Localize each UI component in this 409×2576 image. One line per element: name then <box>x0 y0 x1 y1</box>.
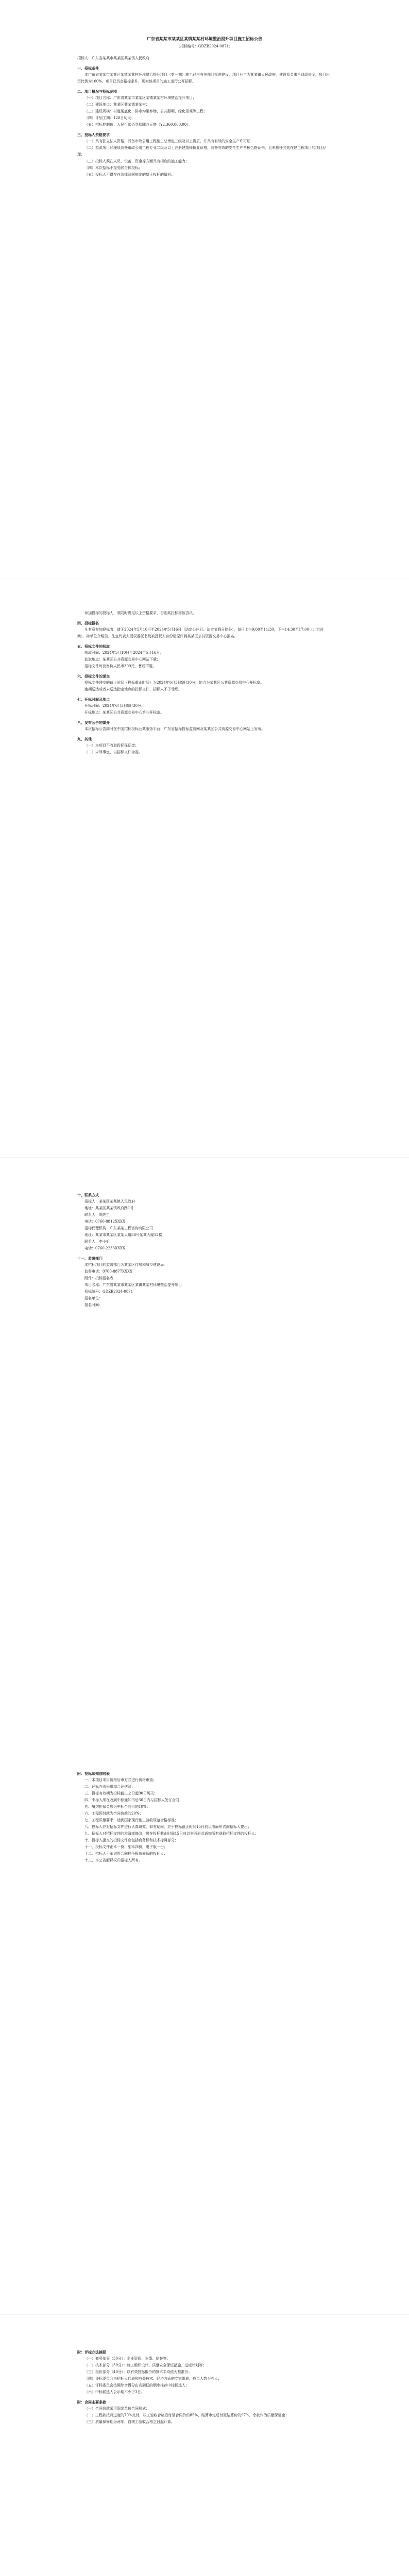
paragraph: （三）报价部分（40分）：以有效投标报价的算术平均值为基准价； <box>84 2370 192 2374</box>
paragraph: 十三、本公告解释权归招标人所有。 <box>84 1858 142 1862</box>
paragraph: 招标编号：GDZB2024-0871 <box>84 1290 133 1294</box>
paragraph: （一）商务部分（30分）：企业资质、业绩、信誉等； <box>84 2357 171 2361</box>
paragraph: 二、评标办法采用综合评估法； <box>84 1785 135 1789</box>
section-heading: 八、发布公告的媒介 <box>77 720 110 725</box>
section-heading: 十一、监督部门 <box>77 1256 103 1261</box>
section-heading: 三、投标人资格要求 <box>77 132 110 137</box>
paragraph: （二）拟派项目经理须具备市政公用工程专业二级及以上注册建造师执业资格，具备有效的安全生产考核合格证书，且未担任其他在建工程项目的项目经理； <box>77 146 326 157</box>
paragraph: 监督电话：0760-8877XXXX <box>84 1269 132 1274</box>
paragraph: 本广东省某某市某某区某镇某某村环境整治提升项目（第一期）施工已由有关部门批准建设，项目业主为某某镇人民政府，建设资金来自财政资金，项目出资比例为100%。项目已具备招标条件，现对该项目的施工进行公开招标。 <box>77 73 330 83</box>
paragraph: 电话：0760-2233XXXX <box>84 1246 125 1250</box>
paragraph: （一）具有独立法人资格，具备市政公用工程施工总承包三级及以上资质，并具有有效的安全生产许可证； <box>84 139 254 143</box>
paragraph: 项目名称：广东省某某市某某区某镇某某村环境整治提升项目 <box>84 1283 182 1287</box>
document-title: 广东省某某市某某区某镇某某村环境整治提升项目施工招标公告 <box>147 36 262 41</box>
section-heading: 七、开标时间及地点 <box>77 697 110 702</box>
paragraph: （二）未尽事宜，以招标文件为准。 <box>84 750 142 754</box>
paragraph: 获取时间：2024年5月10日至2024年5月16日； <box>84 651 164 655</box>
page-3 <box>0 1157 409 1736</box>
paragraph: 联系人：李小姐 <box>84 1240 110 1244</box>
paragraph: 报名时间： <box>84 1303 103 1307</box>
paragraph: （一）项目名称：广东省某某市某某区某镇某某村环境整治提升项目； <box>84 96 196 100</box>
paragraph: （二）建设地点：某某区某某镇某某村； <box>84 103 149 107</box>
paragraph: （三）投标人须在人员、设备、资金等方面具有相应的施工能力； <box>84 159 189 163</box>
paragraph: 凡有意参加投标者，请于2024年5月10日至2024年5月16日（法定公休日、法定节假日除外），每日上午9:00至11:30，下午14:30至17:00（北京时间），持单位介绍信、法定代表人授权委托书及被授权人身份证原件到某某区公共资源交易中心报名。 <box>77 628 324 638</box>
paragraph: 七、工程质量要求：达到国家现行施工验收规范合格标准； <box>84 1818 178 1822</box>
page-1 <box>0 0 409 579</box>
page-4 <box>0 1736 409 2314</box>
paragraph: 地址：某某区某某镇政府路1号 <box>84 1206 134 1210</box>
paragraph: 八、投标人应对招标文件进行认真研究，如有疑问，应于投标截止时间15日前以书面形式向招标人提出； <box>84 1825 251 1829</box>
paragraph: （六）中标候选人公示期不少于3日。 <box>84 2390 145 2394</box>
section-heading: 附：投标须知前附表 <box>77 1771 110 1776</box>
paragraph: 五、履约担保金额为中标合同价的10%； <box>84 1805 150 1809</box>
section-heading: 一、招标条件 <box>77 66 99 71</box>
section-heading: 十、联系方式 <box>77 1193 99 1197</box>
page-2 <box>0 579 409 1157</box>
paragraph: （五）投标人不得存在法律法规规定的禁止投标的情形。 <box>84 173 175 177</box>
section-heading: 五、招标文件的获取 <box>77 644 110 649</box>
paragraph: 地址：某某市某某区某某大道88号某某大厦12楼 <box>84 1233 162 1237</box>
paragraph: 逾期送达或者未送达指定地点的投标文件，招标人不予受理。 <box>84 687 182 691</box>
paragraph: 十、投标人提交的投标文件应包括商务标和技术标两部分； <box>84 1838 178 1842</box>
paragraph: （三）质量保修期为两年，自竣工验收合格之日起计算。 <box>84 2420 175 2424</box>
section-heading: 四、投标报名 <box>77 621 99 625</box>
paragraph: 报名单位： <box>84 1296 103 1300</box>
paragraph: 参加投标的投标人，须同时满足以上资格要求，否则其投标将被否决。 <box>84 611 196 615</box>
paragraph: 投标文件递交的截止时间（投标截止时间）为2024年6月3日9时30分，地点为某某区公共资源交易中心开标室。 <box>84 681 264 685</box>
paragraph: （一）合同价款采用固定单价合同形式； <box>84 2406 149 2411</box>
paragraph: 招标人：广东省某某市某某区某某镇人民政府 <box>77 56 149 60</box>
paragraph: 本次招标公告同时在中国招标投标公共服务平台、广东省招标投标监管网及某某区公共资源交易中心网站上发布。 <box>84 727 265 731</box>
section-heading: 六、投标文件的递交 <box>77 674 110 679</box>
paragraph: （四）评标委员会由招标人代表和有关技术、经济方面的专家组成，成员人数为五人； <box>84 2377 221 2381</box>
paragraph: （五）评标委员会按照综合得分由高到低的顺序推荐中标候选人； <box>84 2383 189 2387</box>
paragraph: （二）工程款按月进度的70%支付，竣工验收合格后付至合同价的85%，结算审定后付至结算价的97%，余款作为质量保证金； <box>84 2413 289 2417</box>
paragraph: （三）建设规模：村道硬底化、排水沟渠修缮、公共照明、绿化景观等工程； <box>84 109 207 113</box>
section-heading: 附：合同主要条款 <box>77 2400 106 2404</box>
paragraph: 本招标项目的监督部门为某某区住房和城乡建设局。 <box>84 1263 167 1267</box>
section-heading: 附：评标办法摘要 <box>77 2350 106 2354</box>
section-heading: 九、其他 <box>77 737 92 741</box>
paragraph: 招标代理机构：广东某某工程咨询有限公司 <box>84 1226 153 1230</box>
paragraph: 获取地点：某某区公共资源交易中心网站下载； <box>84 657 160 662</box>
paragraph: 开标地点：某某区公共资源交易中心第三开标室。 <box>84 710 164 715</box>
paragraph: （一）本项目不收取投标保证金； <box>84 743 139 748</box>
paragraph: 联系人：陈先生 <box>84 1213 110 1217</box>
paragraph: 六、工程预付款为合同价款的20%； <box>84 1811 143 1816</box>
paragraph: 十一、投标文件正本一份，副本四份，电子版一份； <box>84 1845 167 1849</box>
section-heading: 二、项目概况与招标范围 <box>77 89 117 94</box>
paragraph: 开标时间：2024年6月3日9时30分； <box>84 704 145 708</box>
paragraph: 一、本项目采用资格后审方式进行资格审查； <box>84 1778 157 1782</box>
paragraph: （四）计划工期：120日历天； <box>84 116 135 120</box>
paragraph: 四、中标人须在收到中标通知书后30日内与招标人签订合同； <box>84 1798 183 1802</box>
paragraph: 招标文件每套售价人民币300元，售后不退。 <box>84 664 157 668</box>
paragraph: （四）本次招标不接受联合体投标； <box>84 166 142 170</box>
paragraph: （五）招标控制价：人民币贰佰叁拾陆万元整（¥2,360,000.00）。 <box>84 123 192 127</box>
paragraph: 三、投标有效期为投标截止之日起90日历天； <box>84 1791 158 1795</box>
paragraph: 九、招标人对招标文件的澄清或修改，将在投标截止时间15日前以书面形式通知所有获取招标文件的投标人； <box>84 1832 259 1836</box>
paragraph: 招标人：某某区某某镇人民政府 <box>84 1199 135 1204</box>
paragraph: 附件：投标报名表 <box>84 1276 113 1280</box>
page-5 <box>0 2314 409 2576</box>
paragraph: 电话：0760-8812XXXX <box>84 1219 125 1224</box>
paragraph: （二）技术部分（30分）：施工组织设计、质量安全保证措施、进度计划等； <box>84 2363 207 2367</box>
document-subtitle: （招标编号：GDZB2024-0871） <box>176 44 233 48</box>
paragraph: 十二、招标人不承诺将合同授予报价最低的投标人； <box>84 1852 167 1856</box>
